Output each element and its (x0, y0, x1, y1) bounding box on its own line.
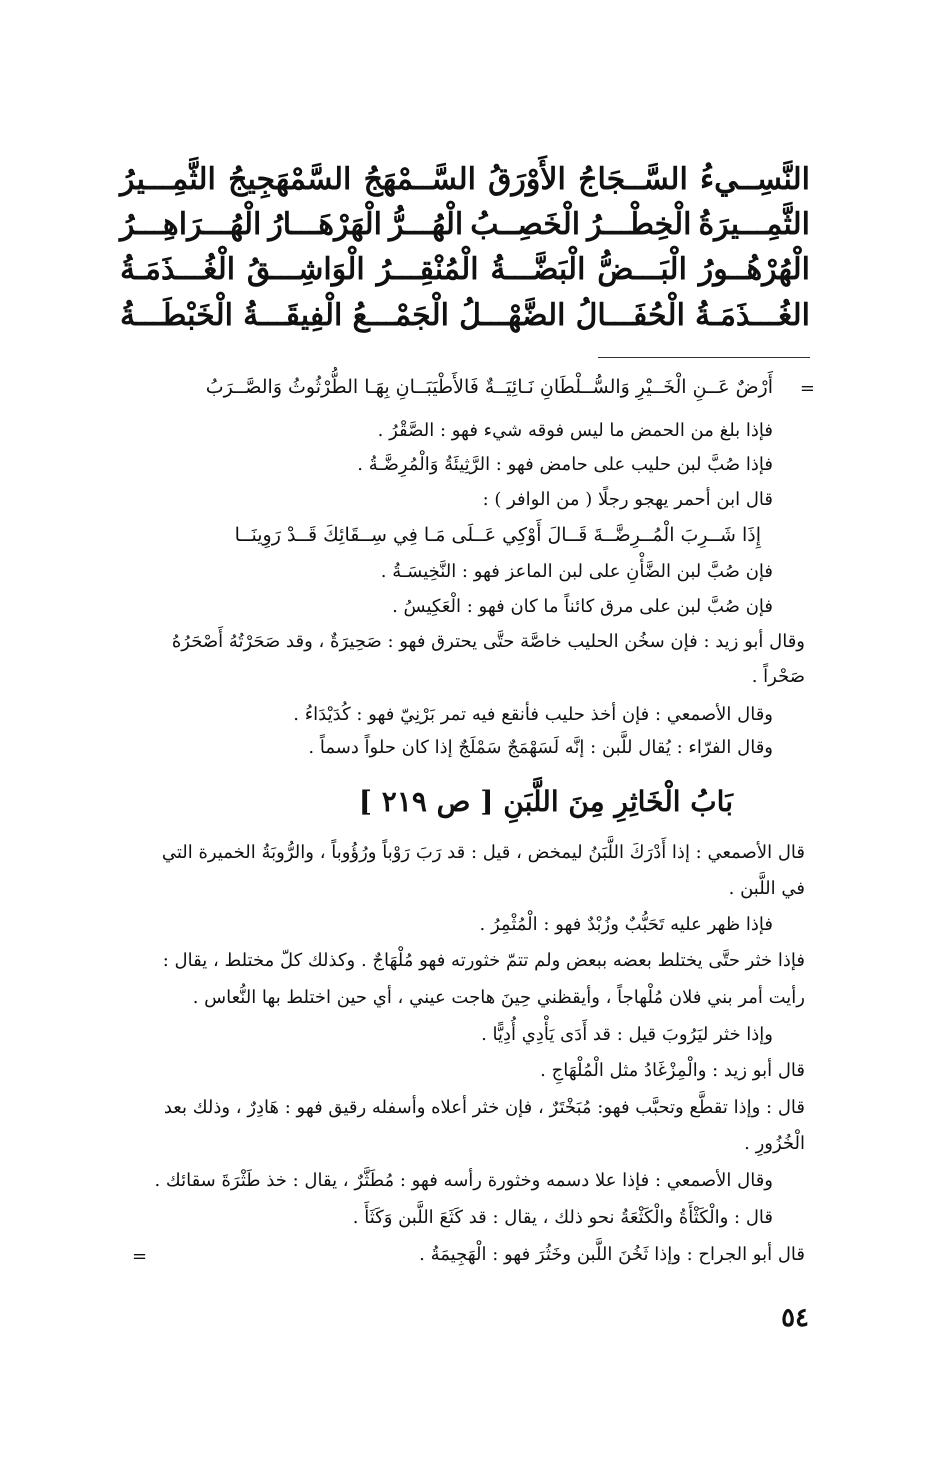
word: الثَّمِـــيرَةُ (698, 207, 810, 242)
word: السَّمْهَجِيجُ (228, 162, 352, 197)
verse-line: إِذَا شَــرِبَ الْمُــرِضَّــةَ قَــالَ أَوْكِي عَــلَى مَـا فِي سِــقَائِكَ قَــدْ رَوِينَــا (234, 524, 761, 546)
word: الْهُـــرَاهِـــرُ (120, 207, 262, 242)
word: الْفِيقَـــةُ (243, 298, 343, 333)
footnote-line: فإن صُبَّ لبن الضَّأْنِ على لبن الماعز فهو : النَّخِيسَـةُ . (380, 561, 773, 582)
word: الْبَـــضُّ (597, 252, 687, 287)
word: الْهُرْهُــورُ (698, 252, 810, 287)
body-line: قال أبو زيد : والْمِزْغَادُ مثل الْمُلْهَاجِ . (540, 1060, 805, 1081)
page-number: ٥٤ (781, 1303, 809, 1333)
word: الْمُنْقِـــرُ (376, 252, 479, 287)
body-line: فإذا خثر حتَّى يختلط بعضه ببعض ولم تتمّ خثورته فهو مُلْهَاجٌ . وكذلك كلّ مختلط ، يقال : (162, 950, 805, 971)
word-row-1 (120, 156, 810, 204)
continuation-mark: = (132, 1246, 148, 1267)
word: النَّسِــيءُ (700, 162, 810, 197)
footnote-line: فإن صُبَّ لبن على مرق كائناً ما كان فهو : الْعَكِيسُ . (392, 596, 773, 617)
footnote-line: فإذا بلغ من الحمض ما ليس فوقه شيء فهو : الصَّقْرُ . (377, 420, 773, 441)
footnote-line: قال ابن أحمر يهجو رجلًا ( من الوافر ) : (482, 489, 773, 510)
footnote-line: صَحْراً . (751, 666, 805, 687)
body-line: قال الأصمعي : إذا أَدْرَكَ اللَّبَنُ ليمخض ، قيل : قد رَبَ رَوْباً ورُؤُوباً ، والرُّوبَةُ الخميرة التي (161, 842, 805, 863)
footnote-divider (598, 357, 810, 358)
footnote-line: وقال أبو زيد : فإن سخُن الحليب خاصَّة حتَّى يحترق فهو : صَحِيرَةٌ ، وقد صَحَرْتُهُ أَصْحَرُهُ (171, 631, 805, 652)
footnote-line: وقال الفرّاء : يُقال للَّبن : إنَّه لَسَهْمَجٌ سَمْلَجٌ إذا كان حلواً دسماً . (308, 737, 773, 758)
word: الْحُفَـــالُ (575, 298, 685, 333)
word: الأَوْرَقُ (488, 162, 566, 197)
word: السَّــجَاجُ (578, 162, 688, 197)
body-line: قال : وإذا تقطَّع وتحبَّب فهو: مُبَخْتَرٌ ، فإن خثر أعلاه وأسفله رقيق فهو : هَادِرٌ ، وذلك بعد (163, 1097, 805, 1118)
verse-line: أَرْضٌ عَــنِ الْخَــيْرِ وَالسُّــلْطَانِ نَـائِيَــةٌ فَالأَطْيَبَــانِ بِهَـا الطُّرْثُوثُ وَالصَّــرَبُ (205, 376, 773, 398)
word: الْهُـــرُّ (388, 207, 464, 242)
footnote-line: وقال الأصمعي : فإن أخذ حليب فأنقع فيه تمر بَرْنِيّ فهو : كُدَيْدَاءُ . (293, 704, 773, 725)
word-row-4 (120, 292, 810, 340)
word: الْجَمْـــعُ (352, 298, 450, 333)
word-row-3 (120, 246, 810, 294)
word: الْخِطْـــرُ (587, 207, 692, 242)
continuation-mark: = (799, 378, 815, 399)
body-line: قال : والْكَثْأَةُ والْكَثْعَةُ نحو ذلك ، يقال : قد كَثَعَ اللَّبن وَكَثَأَ . (352, 1207, 773, 1228)
body-line: في اللَّبن . (728, 878, 805, 899)
word: الْهَرْهَـــارُ (268, 207, 382, 242)
word: الْخَصِــبُ (470, 207, 581, 242)
body-line: فإذا ظهر عليه تَحَبُّبٌ وزُبْدٌ فهو : الْمُثْمِرُ . (479, 914, 773, 935)
body-line: وإذا خثر ليَرُوبَ قيل : قد أَدَى يَأْدِي أُدِيًّا . (481, 1024, 773, 1045)
footnote-line: فإذا صُبَّ لبن حليب على حامض فهو : الرَّثِيئَةُ وَالْمُرِضَّـةُ . (357, 454, 773, 475)
word: الْبَضَّـــةُ (490, 252, 586, 287)
body-line: رأيت أمر بني فلان مُلْهاجاً ، وأيقظني حِينَ هاجت عيني ، أي حين اختلط بها النُّعاس . (192, 987, 805, 1008)
word: الضَّهْـــلُ (459, 298, 566, 333)
word: الْغُـــذَمَـةُ (120, 252, 236, 287)
word: الغُـــذَمَـةُ (694, 298, 810, 333)
section-heading: بَابُ الْخَاثِرِ مِنَ اللَّبَنِ [ ص ٢١٩ ] (358, 785, 733, 818)
word-row-2 (120, 201, 810, 249)
word: الْوَاشِـــقُ (246, 252, 365, 287)
body-line: وقال الأصمعي : فإذا علا دسمه وخثورة رأسه فهو : مُطَثَّرٌ ، يقال : خذ طَثْرَةَ سقائك . (154, 1170, 773, 1191)
body-line: قال أبو الجراح : وإذا ثَخُنَ اللَّبن وخَثُرَ فهو : الْهَجِيمَةُ . (419, 1244, 805, 1265)
word: الْخَبْطَـــةُ (120, 298, 233, 333)
body-line: الْخُزُورِ . (744, 1133, 805, 1154)
word: الثَّمِـــيرُ (120, 162, 216, 197)
word: السَّــمْهَجُ (363, 162, 476, 197)
